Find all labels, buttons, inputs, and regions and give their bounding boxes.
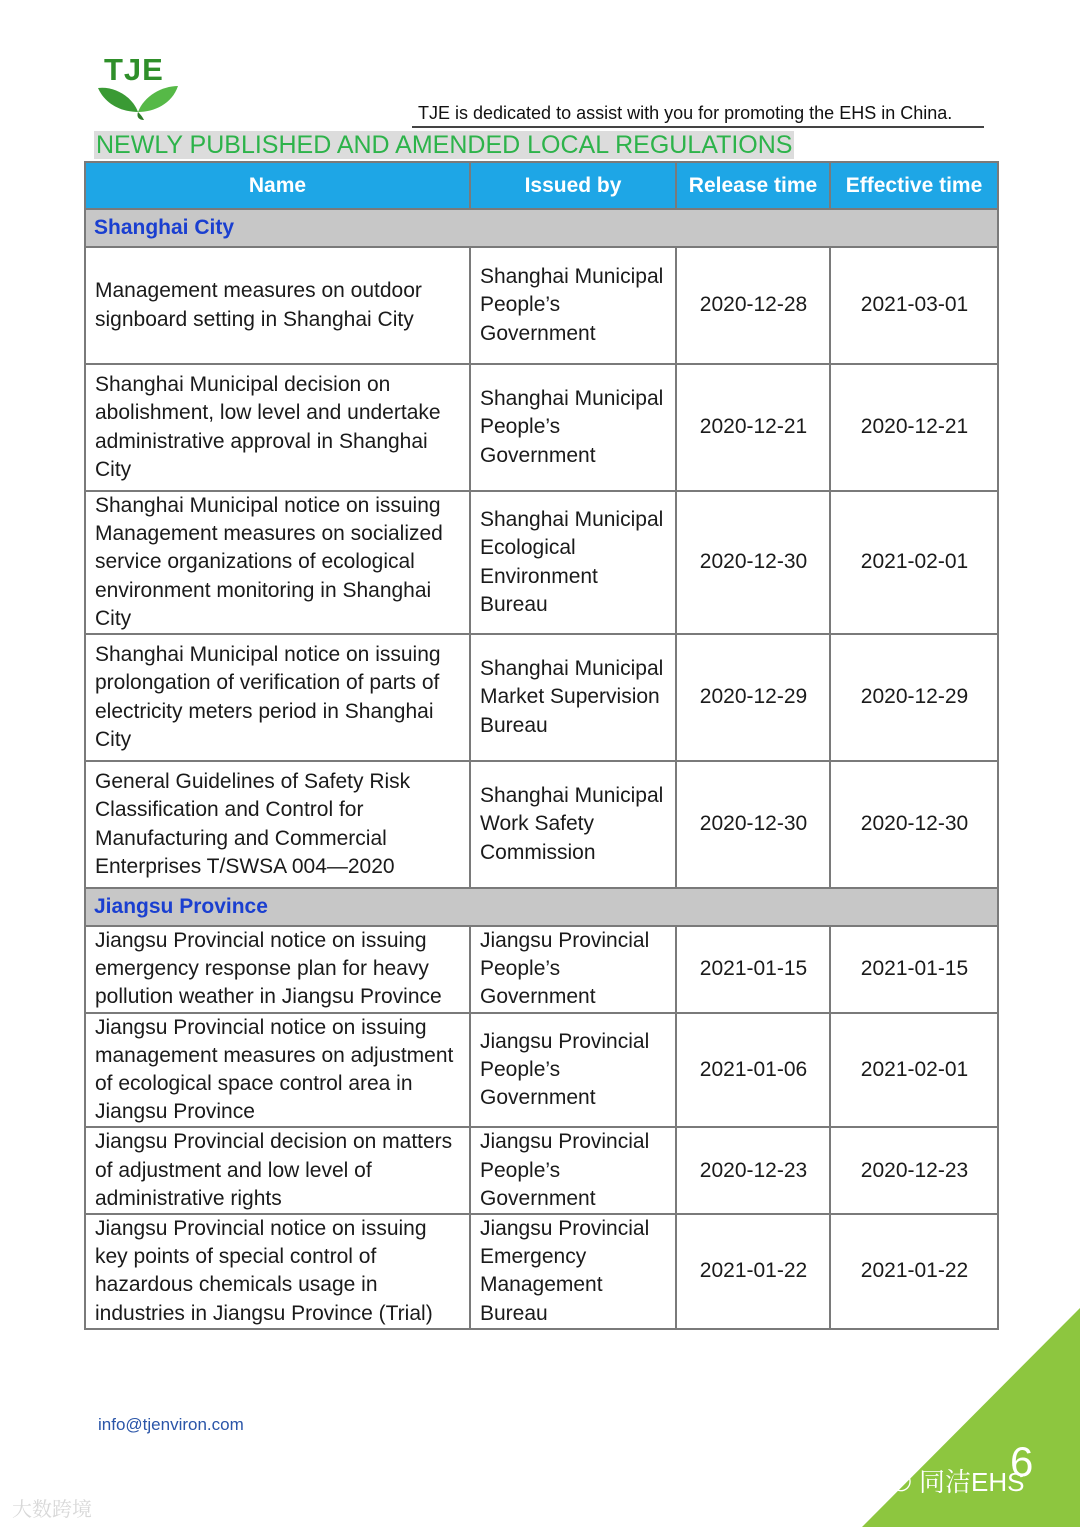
wechat-icon: ✆ [890,1467,912,1497]
wechat-account-label [890,1462,1025,1499]
issuing-authority: Jiangsu Provincial People’s Government [470,926,676,1013]
issuing-authority: Jiangsu Provincial People’s Government [470,1127,676,1214]
regulation-name: Jiangsu Provincial notice on issuing management measures on adjustment of ecological space control area in Jiangsu Province [85,1013,470,1128]
regulation-name: Jiangsu Provincial notice on issuing key points of special control of hazardous chemicals usage in industries in Jiangsu Province (Trial) [85,1214,470,1329]
issuing-authority: Jiangsu Provincial Emergency Management Bureau [470,1214,676,1329]
effective-date: 2021-02-01 [830,491,998,634]
column-header-release-time: Release time [676,162,830,209]
issuing-authority: Shanghai Municipal Market Supervision Bureau [470,634,676,761]
release-date: 2020-12-21 [676,364,830,491]
issuing-authority: Shanghai Municipal People’s Government [470,247,676,364]
regulation-name: Jiangsu Provincial decision on matters of adjustment and low level of administrative rights [85,1127,470,1214]
page-number: 6 [1010,1438,1034,1485]
release-date: 2020-12-30 [676,491,830,634]
group-label: Shanghai City [85,209,998,247]
section-title: NEWLY PUBLISHED AND AMENDED LOCAL REGULATIONS [96,131,793,159]
issuing-authority: Shanghai Municipal Work Safety Commission [470,761,676,888]
regulation-name: Shanghai Municipal notice on issuing prolongation of verification of parts of electricity meters period in Shanghai City [85,634,470,761]
regulation-name: Shanghai Municipal decision on abolishment, low level and undertake administrative approval in Shanghai City [85,364,470,491]
effective-date: 2020-12-21 [830,364,998,491]
effective-date: 2021-01-15 [830,926,998,1013]
effective-date: 2020-12-30 [830,761,998,888]
regulation-name: Management measures on outdoor signboard setting in Shanghai City [85,247,470,364]
regulation-name: Jiangsu Provincial notice on issuing emergency response plan for heavy pollution weather in Jiangsu Province [85,926,470,1013]
wechat-account-name: 同洁EHS [919,1467,1025,1497]
effective-date: 2020-12-23 [830,1127,998,1214]
group-label: Jiangsu Province [85,888,998,926]
column-header-effective-time: Effective time [830,162,998,209]
contact-email[interactable]: info@tjenviron.com [98,1415,244,1434]
release-date: 2020-12-30 [676,761,830,888]
release-date: 2020-12-29 [676,634,830,761]
issuing-authority: Jiangsu Provincial People’s Government [470,1013,676,1128]
issuing-authority: Shanghai Municipal Ecological Environment Bureau [470,491,676,634]
release-date: 2020-12-28 [676,247,830,364]
regulation-name: Shanghai Municipal notice on issuing Management measures on socialized service organizations of ecological environment monitoring in Shanghai City [85,491,470,634]
release-date: 2021-01-06 [676,1013,830,1128]
regulation-name: General Guidelines of Safety Risk Classification and Control for Manufacturing and Commercial Enterprises T/SWSA 004—2020 [85,761,470,888]
column-header-name: Name [85,162,470,209]
release-date: 2021-01-15 [676,926,830,1013]
effective-date: 2021-02-01 [830,1013,998,1128]
column-header-issued-by: Issued by [470,162,676,209]
release-date: 2020-12-23 [676,1127,830,1214]
effective-date: 2021-03-01 [830,247,998,364]
watermark: 大数跨境 [12,1499,92,1521]
logo-text: TJE [104,52,164,87]
effective-date: 2021-01-22 [830,1214,998,1329]
effective-date: 2020-12-29 [830,634,998,761]
issuing-authority: Shanghai Municipal People’s Government [470,364,676,491]
tagline: TJE is dedicated to assist with you for promoting the EHS in China. [418,103,953,123]
release-date: 2021-01-22 [676,1214,830,1329]
